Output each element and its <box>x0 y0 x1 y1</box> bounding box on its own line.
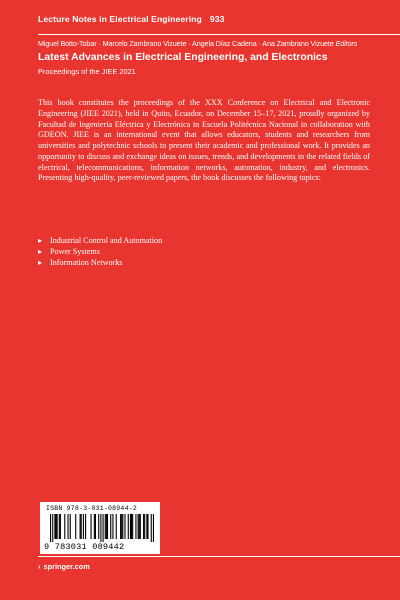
barcode-bar <box>95 514 96 539</box>
barcode-bar <box>143 514 144 539</box>
barcode-bar <box>147 514 148 539</box>
barcode-bar <box>91 514 92 539</box>
isbn-label: ISBN 978-3-031-08944-2 <box>46 505 137 512</box>
topic-list <box>38 236 162 268</box>
editor-names: Miguel Botto-Tobar · Marcelo Zambrano Vizuete · Angela Díaz Cadena · Ana Zambrano Vizuete <box>38 39 334 48</box>
barcode-bar <box>110 514 111 539</box>
barcode-bar <box>81 514 82 539</box>
barcode-bar <box>57 514 58 539</box>
website-label: springer.com <box>43 562 90 571</box>
barcode-bar <box>98 514 99 539</box>
barcode-bar <box>100 514 101 542</box>
topic-label: Power Systems <box>50 246 100 256</box>
bottom-divider <box>38 556 400 557</box>
barcode-bar <box>85 514 86 539</box>
barcode-bar <box>132 514 133 539</box>
bullet-icon: ▸ <box>38 236 43 245</box>
topic-item <box>38 247 162 258</box>
arrow-icon: › <box>38 562 41 571</box>
barcode-bar <box>131 514 132 539</box>
barcode-bar <box>106 514 107 539</box>
barcode-bar <box>128 514 129 539</box>
topic-item <box>38 236 162 247</box>
topic-item <box>38 258 162 269</box>
publisher-website[interactable] <box>38 562 90 571</box>
barcode-bar <box>130 514 131 539</box>
barcode-bar <box>139 514 140 539</box>
barcode-icon <box>50 514 154 542</box>
barcode-bar <box>116 514 117 539</box>
barcode-bar <box>151 514 152 542</box>
bullet-icon: ▸ <box>38 257 43 267</box>
series-line <box>38 14 225 24</box>
barcode-bar <box>124 514 125 539</box>
barcode-bar <box>50 514 51 542</box>
barcode-bar <box>153 514 154 542</box>
barcode-bar <box>52 514 53 542</box>
barcode-bar <box>121 514 122 539</box>
barcode-bar <box>105 514 106 539</box>
barcode-bar <box>80 514 81 539</box>
topic-label: Information Networks <box>50 257 123 267</box>
barcode-bar <box>68 514 69 539</box>
editors-line <box>38 39 357 48</box>
barcode-panel <box>40 502 160 554</box>
barcode-bar <box>64 514 65 539</box>
top-divider <box>38 34 400 35</box>
barcode-bar <box>120 514 121 539</box>
book-description: This book constitutes the proceedings of the XXX Conference on Electrical and Electronic Engineering (JIEE 2021), held in Quito, Ecuador, on December 15–17, 2021, proudly organized by Facultad de Ingeniería Eléctrica y Electrónica in Escuela Politécnica Nacional in collaboration with GDEON. JIEE is an international event that allows educators, students and researchers from universities and polytechnic schools to present their academic and professional work. It provides an opportunity to discuss and exchange ideas on issues, trends, and developments in the related fields of electrical, telecommunications, information networks, automation, industry, and electronics. Presenting high-quality, peer-reviewed papers, the book discusses the following topics: <box>38 98 370 183</box>
barcode-bar <box>59 514 60 539</box>
barcode-bar <box>135 514 136 539</box>
series-volume: 933 <box>209 14 225 24</box>
barcode-bar <box>144 514 145 539</box>
barcode-bar <box>83 514 84 539</box>
barcode-bar <box>122 514 123 539</box>
barcode-bar <box>94 514 95 539</box>
series-name: Lecture Notes in Electrical Engineering <box>38 14 202 24</box>
book-subtitle: Proceedings of the JIEE 2021 <box>38 67 136 76</box>
barcode-bar <box>140 514 141 539</box>
barcode-bar <box>146 514 147 539</box>
barcode-bar <box>107 514 108 539</box>
barcode-bar <box>103 514 104 542</box>
barcode-bar <box>54 514 55 539</box>
book-title: Latest Advances in Electrical Engineering, and Electronics <box>38 52 328 63</box>
topic-label: Industrial Control and Automation <box>50 236 163 245</box>
barcode-bar <box>70 514 71 539</box>
barcode-bar <box>112 514 113 539</box>
editors-role: Editors <box>335 39 358 48</box>
barcode-bar <box>138 514 139 539</box>
barcode-bar <box>55 514 56 539</box>
barcode-bar <box>60 514 61 539</box>
barcode-bar <box>75 514 76 539</box>
bullet-icon: ▸ <box>38 246 43 256</box>
ean-number: 9 783031 089442 <box>44 542 125 552</box>
